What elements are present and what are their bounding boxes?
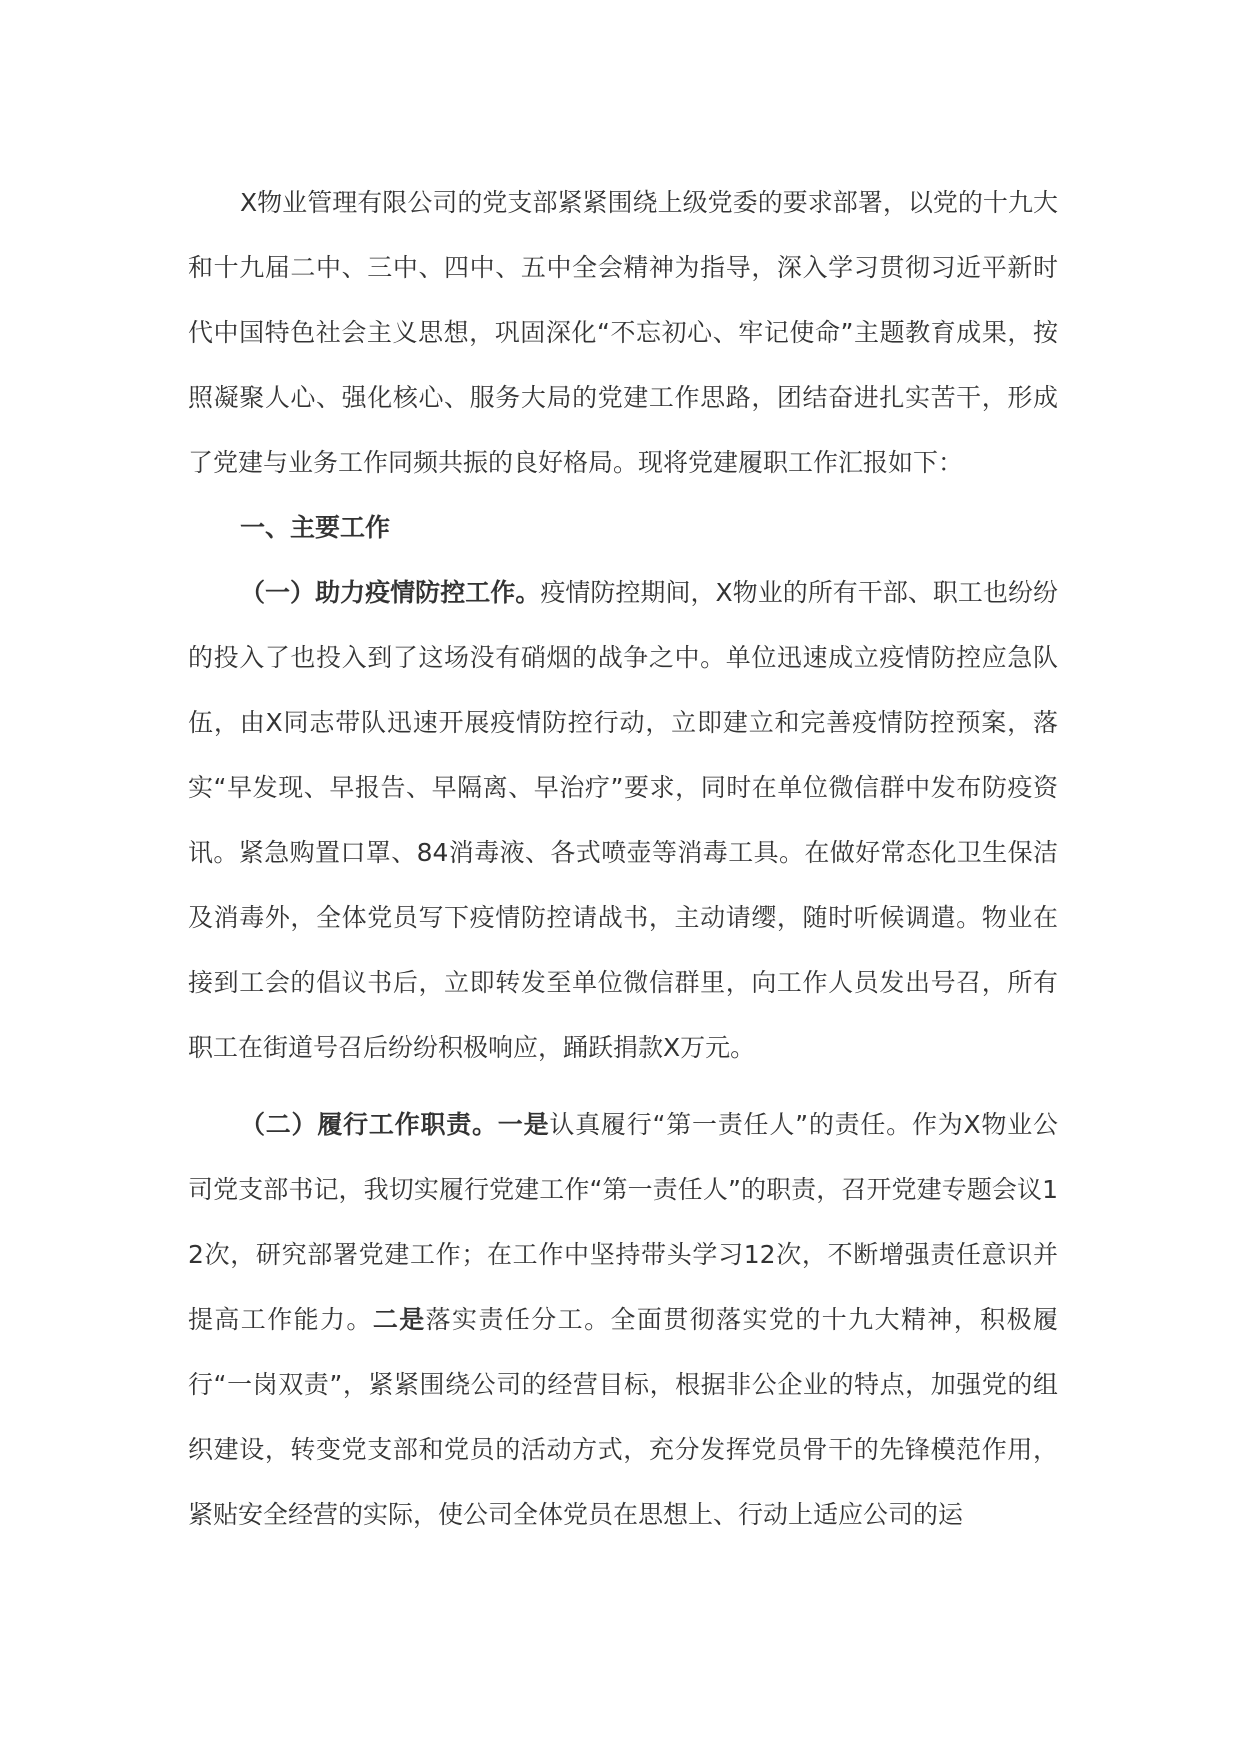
item-duties-label-second: 二是 bbox=[372, 1305, 426, 1334]
item-duties-paragraph bbox=[188, 1092, 1058, 1547]
item-pandemic-control-lead: （一）助力疫情防控工作。 bbox=[240, 578, 541, 607]
section-heading-main-work: 一、主要工作 bbox=[240, 513, 391, 542]
intro-paragraph: X物业管理有限公司的党支部紧紧围绕上级党委的要求部署，以党的十九大和十九届二中、三中、四中、五中全会精神为指导，深入学习贯彻习近平新时代中国特色社会主义思想，巩固深化“不忘初心、牢记使命”主题教育成果，按照凝聚人心、强化核心、服务大局的党建工作思路，团结奋进扎实苦干，形成了党建与业务工作同频共振的良好格局。现将党建履职工作汇报如下： bbox=[188, 188, 1058, 477]
item-pandemic-control-paragraph bbox=[188, 560, 1058, 1080]
item-duties-text-second: 落实责任分工。全面贯彻落实党的十九大精神，积极履行“一岗双责”，紧紧围绕公司的经营目标，根据非公企业的特点，加强党的组织建设，转变党支部和党员的活动方式，充分发挥党员骨干的先锋模范作用，紧贴安全经营的实际，使公司全体党员在思想上、行动上适应公司的运 bbox=[188, 1305, 1058, 1529]
item-pandemic-control-text: 疫情防控期间，X物业的所有干部、职工也纷纷的投入了也投入到了这场没有硝烟的战争之中。单位迅速成立疫情防控应急队伍，由X同志带队迅速开展疫情防控行动，立即建立和完善疫情防控预案，落实“早发现、早报告、早隔离、早治疗”要求，同时在单位微信群中发布防疫资讯。紧急购置口罩、84消毒液、各式喷壶等消毒工具。在做好常态化卫生保洁及消毒外，全体党员写下疫情防控请战书，主动请缨，随时听候调遣。物业在接到工会的倡议书后，立即转发至单位微信群里，向工作人员发出号召，所有职工在街道号召后纷纷积极响应，踊跃捐款X万元。 bbox=[188, 578, 1058, 1062]
item-duties-text-first: 认真履行“第一责任人”的责任。作为X物业公司党支部书记，我切实履行党建工作“第一责任人”的职责，召开党建专题会议12次，研究部署党建工作；在工作中坚持带头学习12次，不断增强责任意识并提高工作能力。 bbox=[188, 1110, 1058, 1334]
item-duties-label-first: 一是 bbox=[497, 1110, 550, 1139]
document-body bbox=[188, 170, 1058, 1547]
item-duties-lead: （二）履行工作职责。 bbox=[240, 1110, 498, 1139]
